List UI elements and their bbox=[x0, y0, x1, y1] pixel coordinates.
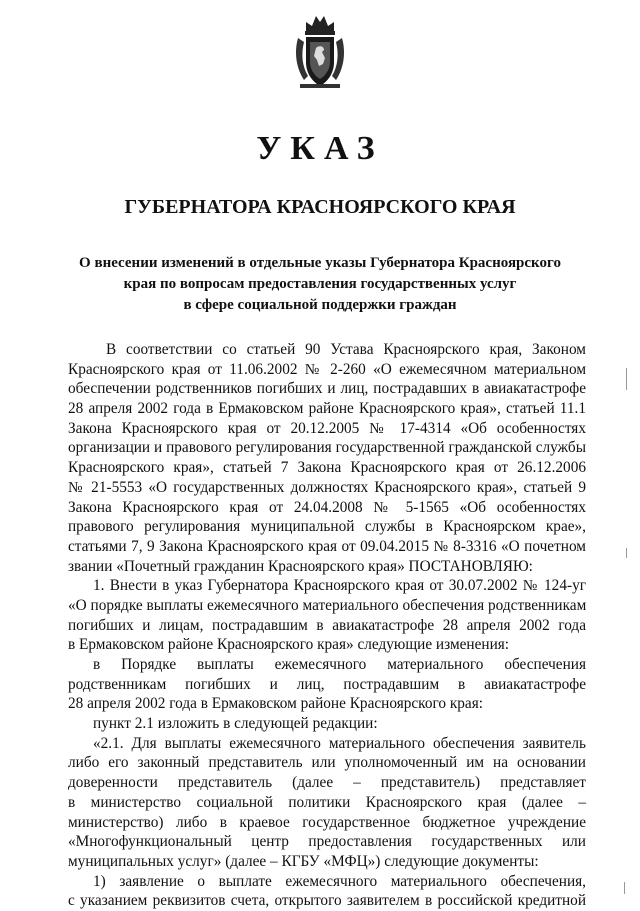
body-line: Закона Красноярского края от 20.12.2005 № 17-4314 «Об особенностях bbox=[68, 419, 586, 437]
coat-of-arms-emblem bbox=[292, 12, 348, 92]
body-line: муниципальных услуг» (далее – КГБУ «МФЦ») следующие документы: bbox=[68, 852, 539, 870]
body-line: с указанием реквизитов счета, открытого заявителем в российской кредитной bbox=[68, 892, 586, 910]
body-line: В соответствии со статьей 90 Устава Красноярского края, Законом bbox=[106, 341, 586, 358]
body-line: пункт 2.1 изложить в следующей редакции: bbox=[93, 715, 378, 733]
body-line: Закона Красноярского края от 24.04.2008 № 5-1565 «Об особенностях bbox=[68, 498, 586, 516]
body-line: № 21-5553 «О государственных должностях Красноярского края», статьей 9 bbox=[68, 478, 586, 496]
scan-mark bbox=[626, 368, 627, 390]
scan-mark bbox=[624, 882, 625, 894]
body-line: в Ермаковском районе Красноярского края» следующие изменения: bbox=[68, 636, 510, 654]
body-line: в министерство социальной политики Красноярского края (далее – bbox=[68, 793, 586, 811]
body-line: родственникам погибших и лиц, пострадавшим в авиакатастрофе bbox=[68, 675, 586, 693]
heading-line: края по вопросам предоставления государственных услуг bbox=[123, 276, 517, 292]
body-line: «2.1. Для выплаты ежемесячного материального обеспечения заявитель bbox=[93, 734, 586, 752]
body-line: «Многофункциональный центр предоставления государственных или bbox=[68, 833, 586, 851]
body-line: в Порядке выплаты ежемесячного материального обеспечения bbox=[93, 656, 586, 673]
body-line: «О порядке выплаты ежемесячного материального обеспечения родственникам bbox=[68, 596, 587, 614]
body-line: Красноярского края», статьей 7 Закона Красноярского края от 26.12.2006 bbox=[68, 459, 586, 477]
document-heading bbox=[70, 253, 570, 316]
document-body bbox=[68, 340, 586, 911]
body-line: 1) заявление о выплате ежемесячного материального обеспечения, bbox=[93, 872, 586, 890]
body-line: организации и правового регулирования государственной гражданской службы bbox=[68, 439, 586, 457]
body-line: правового регулирования муниципальной службы в Красноярском крае», bbox=[68, 518, 586, 536]
body-line: обеспечении родственников погибших и лиц, пострадавших в авиакатастрофе bbox=[68, 380, 586, 398]
body-line: 28 апреля 2002 года в Ермаковском районе Красноярского края», статьей 11.1 bbox=[68, 400, 586, 418]
body-line: Красноярского края от 11.06.2002 № 2-260 «О ежемесячном материальном bbox=[68, 360, 586, 378]
document-title: УКАЗ bbox=[256, 130, 384, 167]
body-line: 1. Внести в указ Губернатора Красноярского края от 30.07.2002 № 124-уг bbox=[93, 577, 586, 595]
body-line: либо его законный представитель или уполномоченный им на основании bbox=[68, 754, 586, 772]
body-line: статьями 7, 9 Закона Красноярского края от 09.04.2015 № 8-3316 «О почетном bbox=[68, 537, 586, 555]
body-line: звании «Почетный гражданин Красноярского края» ПОСТАНОВЛЯЮ: bbox=[68, 557, 533, 575]
body-line: погибших и лицам, пострадавшим в авиакатастрофе 28 апреля 2002 года bbox=[68, 616, 586, 634]
document-subtitle: ГУБЕРНАТОРА КРАСНОЯРСКОГО КРАЯ bbox=[124, 196, 516, 218]
body-line: министерство) либо в краевое государственное бюджетное учреждение bbox=[68, 813, 586, 831]
body-line: доверенности представитель (далее – представитель) представляет bbox=[68, 774, 586, 792]
heading-line: в сфере социальной поддержки граждан bbox=[183, 297, 457, 313]
heading-line: О внесении изменений в отдельные указы Губернатора Красноярского bbox=[79, 255, 561, 271]
body-line: 28 апреля 2002 года в Ермаковском районе Красноярского края: bbox=[68, 695, 484, 713]
scan-mark bbox=[626, 548, 627, 558]
